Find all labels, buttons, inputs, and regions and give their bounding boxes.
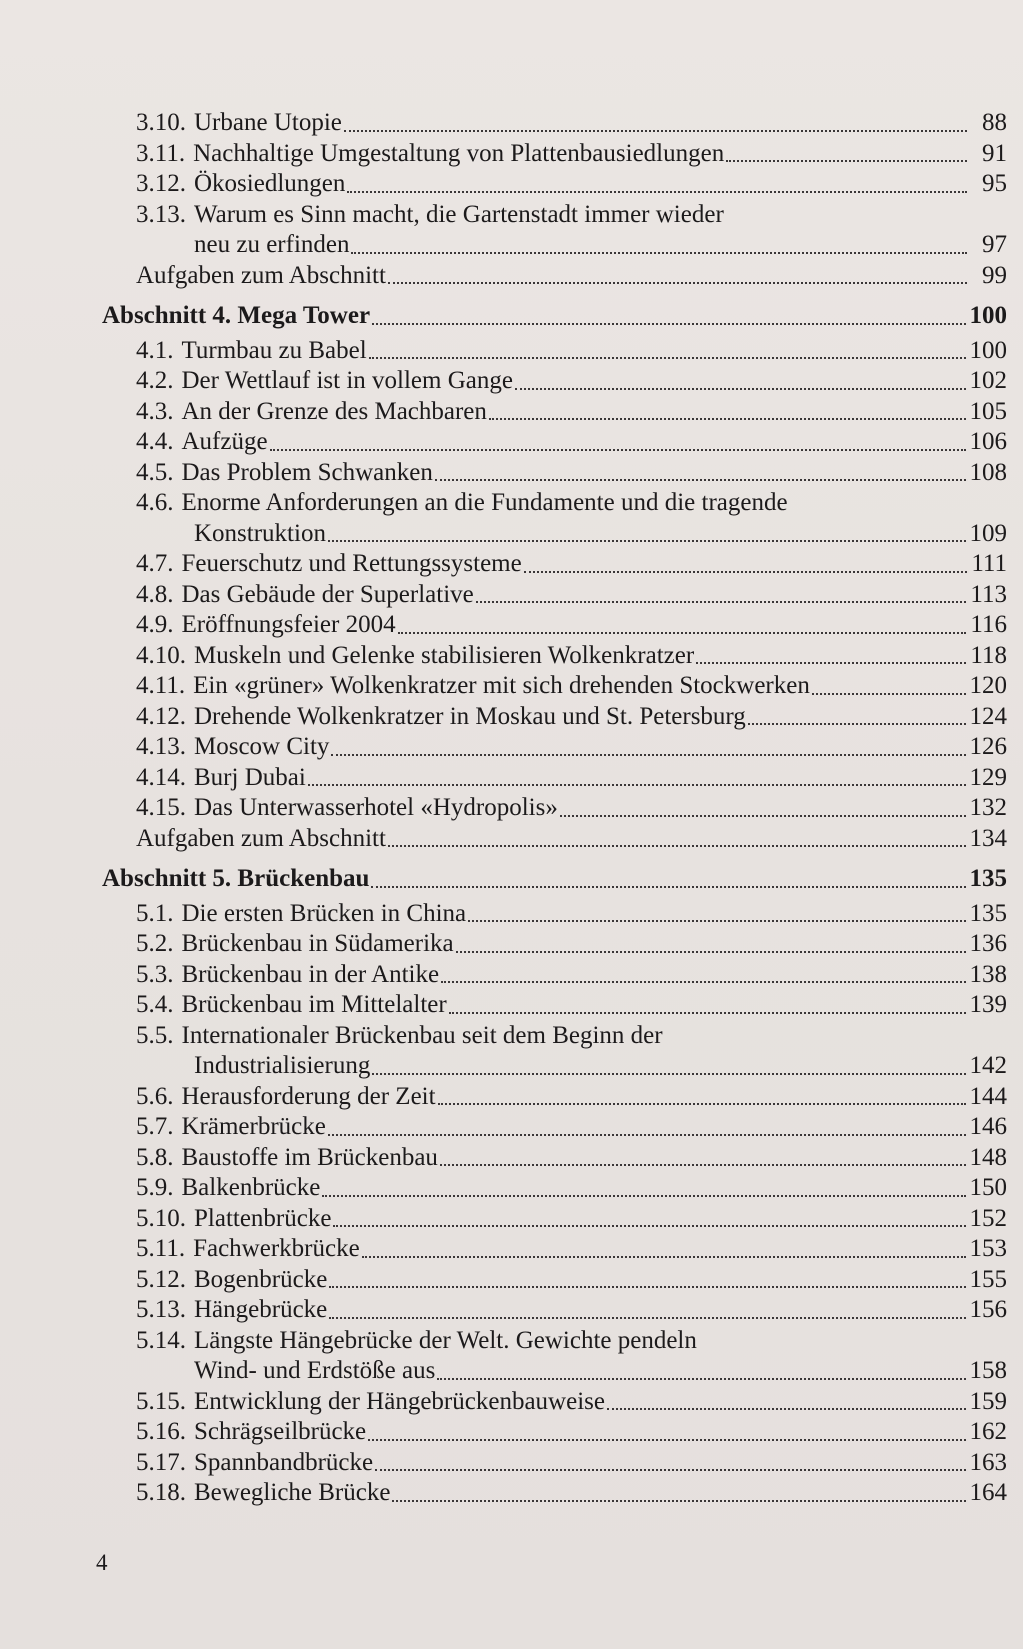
- toc-entry: [102, 169, 1007, 200]
- toc-entry-number: 3.12.: [136, 170, 186, 197]
- toc-entry-title: Abschnitt 5. Brückenbau: [102, 865, 370, 892]
- toc-entry-title: Das Gebäude der Superlative: [181, 580, 474, 608]
- toc-entry-title: Ökosiedlungen: [194, 170, 346, 197]
- toc-page-number: 163: [969, 1448, 1007, 1476]
- toc-line: [136, 1326, 1007, 1357]
- toc-entry-number: 5.7.: [136, 1113, 174, 1140]
- toc-line: [102, 301, 1007, 332]
- toc-entry-title: Aufzüge: [181, 428, 268, 455]
- dot-leader: [331, 754, 965, 756]
- toc-entry: [102, 1234, 1007, 1265]
- toc-entry: [102, 580, 1007, 611]
- toc-entry-number: 4.14.: [136, 763, 186, 791]
- toc-entry-number: 4.12.: [136, 702, 186, 730]
- toc-entry-title: Feuerschutz und Rettungssysteme: [181, 550, 522, 577]
- toc-page-number: 164: [969, 1479, 1007, 1506]
- toc-task-entry: [102, 261, 1007, 292]
- toc-entry-title: Plattenbrücke: [194, 1204, 332, 1232]
- dot-leader: [437, 1378, 965, 1380]
- toc-line: [136, 200, 1007, 231]
- toc-line: [136, 1021, 1007, 1052]
- toc-entry-title: Spannbandbrücke: [194, 1448, 374, 1476]
- toc-page-number: 97: [982, 231, 1007, 258]
- toc-section-heading: [102, 301, 1007, 332]
- toc-entry-number: 4.4.: [136, 428, 174, 455]
- dot-leader: [489, 418, 966, 420]
- toc-line: [136, 230, 1007, 261]
- toc-entry-number: 5.11.: [136, 1235, 186, 1262]
- toc-entry: [102, 641, 1007, 672]
- dot-leader: [322, 1195, 965, 1197]
- toc-entry-number: 5.3.: [136, 960, 174, 988]
- toc-page-number: 108: [969, 458, 1007, 486]
- toc-entry-title: Turmbau zu Babel: [181, 336, 367, 364]
- toc-line: [136, 671, 1007, 702]
- dot-leader: [524, 571, 967, 573]
- toc-entry-title: Schrägseilbrücke: [194, 1418, 367, 1445]
- toc-entry-number: 5.10.: [136, 1204, 186, 1232]
- toc-line: [136, 488, 1007, 519]
- toc-line: [136, 1478, 1007, 1509]
- toc-page-number: 109: [969, 519, 1007, 547]
- dot-leader: [812, 693, 966, 695]
- toc-line: [136, 336, 1007, 367]
- toc-page-number: 95: [982, 170, 1007, 197]
- toc-entry-title: Urbane Utopie: [194, 109, 342, 136]
- toc-entry: [102, 139, 1007, 170]
- toc-line: [136, 1295, 1007, 1326]
- dot-leader: [726, 160, 967, 162]
- toc-entry-number: 4.1.: [136, 336, 174, 364]
- toc-entry-title: Wind- und Erdstöße aus: [194, 1357, 436, 1384]
- toc-entry: [102, 1143, 1007, 1174]
- toc-entry: [102, 1478, 1007, 1509]
- toc-entry-number: 4.3.: [136, 397, 174, 425]
- dot-leader: [607, 1408, 966, 1410]
- dot-leader: [388, 845, 966, 847]
- toc-line: [136, 702, 1007, 733]
- toc-line: [136, 899, 1007, 930]
- toc-entry: [102, 960, 1007, 991]
- toc-entry-title: Der Wettlauf ist in vollem Gange: [181, 367, 513, 394]
- toc-line: [136, 732, 1007, 763]
- toc-entry-title: Fachwerkbrücke: [193, 1235, 360, 1262]
- toc-page-number: 113: [970, 580, 1007, 608]
- toc-entry: [102, 899, 1007, 930]
- toc-line: [136, 1204, 1007, 1235]
- toc-line: [136, 108, 1007, 139]
- toc-entry-title: Abschnitt 4. Mega Tower: [102, 302, 371, 329]
- dot-leader: [476, 601, 967, 603]
- toc-line: [136, 1143, 1007, 1174]
- toc-entry-number: 4.10.: [136, 641, 186, 669]
- toc-page-number: 144: [969, 1082, 1007, 1110]
- dot-leader: [375, 1469, 965, 1471]
- toc-entry-title: Hängebrücke: [194, 1296, 328, 1323]
- toc-entry-title: Moscow City: [194, 733, 330, 760]
- toc-entry-title: Das Unterwasserhotel «Hydropolis»: [194, 794, 558, 821]
- toc-entry-title: Brückenbau im Mittelalter: [181, 991, 447, 1018]
- toc-entry-title: Das Problem Schwanken: [181, 458, 433, 486]
- toc-page-number: 124: [969, 702, 1007, 730]
- toc-page-number: 153: [969, 1235, 1007, 1262]
- toc-entry-title: Baustoffe im Brückenbau: [181, 1143, 438, 1171]
- toc-entry-title: Muskeln und Gelenke stabilisieren Wolkenkratzer: [194, 641, 695, 669]
- toc-entry-number: 5.9.: [136, 1174, 174, 1201]
- toc-page-number: 148: [969, 1143, 1007, 1171]
- dot-leader: [328, 1134, 966, 1136]
- toc-page-number: 120: [969, 672, 1007, 699]
- dot-leader: [371, 886, 965, 888]
- toc-entry-number: 5.12.: [136, 1265, 186, 1293]
- dot-leader: [435, 479, 966, 481]
- dot-leader: [696, 662, 966, 664]
- toc-page-number: 100: [969, 302, 1007, 329]
- toc-page-number: 132: [969, 794, 1007, 821]
- toc-line: [136, 763, 1007, 794]
- toc-entry-title: Konstruktion: [194, 519, 326, 547]
- dot-leader: [270, 449, 966, 451]
- toc-page-number: 135: [969, 899, 1007, 927]
- toc-page-number: 156: [969, 1296, 1007, 1323]
- toc-line: [136, 990, 1007, 1021]
- toc-entry-title: Drehende Wolkenkratzer in Moskau und St. Petersburg: [194, 702, 746, 730]
- toc-entry-number: 5.16.: [136, 1418, 186, 1445]
- toc-page-number: 99: [982, 261, 1007, 289]
- dot-leader: [449, 1012, 966, 1014]
- toc-entry: [102, 610, 1007, 641]
- toc-entry: [102, 671, 1007, 702]
- toc-entry: [102, 1082, 1007, 1113]
- toc-entry-title: An der Grenze des Machbaren: [181, 397, 487, 425]
- toc-entry-title: neu zu erfinden: [194, 231, 350, 258]
- dot-leader: [308, 784, 966, 786]
- toc-entry: [102, 1448, 1007, 1479]
- page-number: 4: [96, 1550, 108, 1575]
- toc-line: [136, 519, 1007, 550]
- toc-entry: [102, 336, 1007, 367]
- toc-line: [136, 427, 1007, 458]
- toc-entry: [102, 366, 1007, 397]
- dot-leader: [440, 1164, 966, 1166]
- toc-line: [136, 824, 1007, 855]
- toc-entry-title: Bewegliche Brücke: [194, 1479, 391, 1506]
- toc-page-number: 88: [982, 109, 1007, 136]
- toc-line: [136, 366, 1007, 397]
- toc-entry-title: Burj Dubai: [194, 763, 306, 791]
- toc-entry: [102, 488, 1007, 549]
- dot-leader: [369, 357, 966, 359]
- toc-entry-title: Enorme Anforderungen an die Fundamente und die tragende: [181, 489, 788, 516]
- toc-entry: [102, 732, 1007, 763]
- toc-page-number: 129: [969, 763, 1007, 791]
- toc-entry-title: Internationaler Brückenbau seit dem Beginn der: [181, 1021, 663, 1049]
- toc-entry-title: Brückenbau in der Antike: [181, 960, 440, 988]
- toc-entry-number: 5.5.: [136, 1021, 174, 1049]
- toc-entry-title: Aufgaben zum Abschnitt: [136, 824, 386, 852]
- toc-entry-number: 5.8.: [136, 1143, 174, 1171]
- toc-entry: [102, 549, 1007, 580]
- toc-entry-number: 4.15.: [136, 794, 186, 821]
- toc-line: [136, 929, 1007, 960]
- toc-page-number: 139: [969, 991, 1007, 1018]
- toc-line: [136, 580, 1007, 611]
- toc-entry-title: Industrialisierung: [194, 1052, 371, 1079]
- dot-leader: [560, 815, 966, 817]
- dot-leader: [329, 1286, 965, 1288]
- dot-leader: [333, 1225, 965, 1227]
- toc-entry-title: Entwicklung der Hängebrückenbauweise: [194, 1387, 605, 1415]
- toc-entry-number: 5.6.: [136, 1082, 174, 1110]
- dot-leader: [468, 920, 965, 922]
- toc-entry-number: 4.13.: [136, 733, 186, 760]
- toc-page-number: 138: [969, 960, 1007, 988]
- toc-entry: [102, 427, 1007, 458]
- dot-leader: [372, 323, 965, 325]
- toc-entry-title: Aufgaben zum Abschnitt: [136, 261, 386, 289]
- toc-entry-title: Bogenbrücke: [194, 1265, 328, 1293]
- toc-page-number: 146: [969, 1113, 1007, 1140]
- toc-line: [136, 1387, 1007, 1418]
- toc-page-number: 159: [969, 1387, 1007, 1415]
- toc-entry-title: Brückenbau in Südamerika: [181, 930, 454, 957]
- toc-entry-title: Längste Hängebrücke der Welt. Gewichte pendeln: [194, 1326, 697, 1354]
- toc-line: [136, 1417, 1007, 1448]
- toc-page-number: 105: [969, 397, 1007, 425]
- toc-entry: [102, 1326, 1007, 1387]
- toc-entry: [102, 763, 1007, 794]
- toc-entry: [102, 458, 1007, 489]
- toc-line: [136, 458, 1007, 489]
- toc-entry: [102, 200, 1007, 261]
- toc-entry-number: 5.4.: [136, 991, 174, 1018]
- toc-line: [136, 261, 1007, 292]
- toc-entry: [102, 1173, 1007, 1204]
- toc-line: [136, 139, 1007, 170]
- toc-entry-number: 5.13.: [136, 1296, 186, 1323]
- dot-leader: [441, 981, 965, 983]
- toc-line: [136, 960, 1007, 991]
- toc-line: [136, 1448, 1007, 1479]
- dot-leader: [347, 191, 967, 193]
- toc-entry-number: 3.11.: [136, 139, 186, 167]
- toc-page-number: 106: [969, 428, 1007, 455]
- toc-entry-title: Eröffnungsfeier 2004: [181, 611, 396, 638]
- dot-leader: [388, 282, 967, 284]
- dot-leader: [344, 130, 967, 132]
- toc-line: [136, 1356, 1007, 1387]
- toc-entry-number: 3.13.: [136, 200, 186, 228]
- toc-page-number: 155: [969, 1265, 1007, 1293]
- dot-leader: [438, 1103, 966, 1105]
- toc-line: [136, 169, 1007, 200]
- toc-entry-number: 5.2.: [136, 930, 174, 957]
- toc-page-number: 142: [969, 1052, 1007, 1079]
- toc-line: [136, 793, 1007, 824]
- toc-entry-number: 4.6.: [136, 489, 174, 516]
- toc-entry: [102, 1387, 1007, 1418]
- toc-section-heading: [102, 864, 1007, 895]
- toc-line: [102, 864, 1007, 895]
- toc-entry: [102, 1295, 1007, 1326]
- toc-line: [136, 1082, 1007, 1113]
- toc-page-number: 126: [969, 733, 1007, 760]
- toc-entry-title: Krämerbrücke: [181, 1113, 326, 1140]
- toc-entry-number: 4.7.: [136, 550, 174, 577]
- dot-leader: [362, 1256, 966, 1258]
- toc-entry: [102, 1417, 1007, 1448]
- toc-line: [136, 1112, 1007, 1143]
- toc-entry-number: 4.11.: [136, 672, 186, 699]
- toc-entry-title: Die ersten Brücken in China: [181, 899, 467, 927]
- toc-entry-number: 5.15.: [136, 1387, 186, 1415]
- toc-line: [136, 549, 1007, 580]
- toc-page-number: 158: [969, 1357, 1007, 1384]
- toc-entry-number: 5.14.: [136, 1326, 186, 1354]
- dot-leader: [515, 388, 966, 390]
- toc-entry-title: Nachhaltige Umgestaltung von Plattenbausiedlungen: [193, 139, 725, 167]
- dot-leader: [748, 723, 966, 725]
- toc-page-number: 118: [970, 641, 1007, 669]
- dot-leader: [392, 1500, 965, 1502]
- toc-page-number: 162: [969, 1418, 1007, 1445]
- toc-task-entry: [102, 824, 1007, 855]
- toc-entry: [102, 1112, 1007, 1143]
- toc-entry-title: Warum es Sinn macht, die Gartenstadt immer wieder: [194, 200, 724, 228]
- toc-page-number: 100: [969, 336, 1007, 364]
- toc-entry-number: 5.17.: [136, 1448, 186, 1476]
- toc-entry-number: 5.1.: [136, 899, 174, 927]
- toc-line: [136, 1173, 1007, 1204]
- toc-entry-number: 4.2.: [136, 367, 174, 394]
- dot-leader: [328, 540, 966, 542]
- toc-entry-title: Balkenbrücke: [181, 1174, 321, 1201]
- toc-page-number: 150: [969, 1174, 1007, 1201]
- dot-leader: [368, 1439, 965, 1441]
- toc-page-number: 102: [969, 367, 1007, 394]
- toc-entry: [102, 1265, 1007, 1296]
- toc-line: [136, 1234, 1007, 1265]
- toc-entry: [102, 1204, 1007, 1235]
- toc-entry-title: Ein «grüner» Wolkenkratzer mit sich drehenden Stockwerken: [193, 672, 810, 699]
- toc-entry: [102, 793, 1007, 824]
- dot-leader: [372, 1073, 965, 1075]
- toc-page-number: 116: [970, 611, 1007, 638]
- dot-leader: [456, 951, 966, 953]
- dot-leader: [398, 632, 967, 634]
- dot-leader: [329, 1317, 965, 1319]
- toc-entry: [102, 1021, 1007, 1082]
- toc-page-number: 135: [969, 865, 1007, 892]
- toc-line: [136, 610, 1007, 641]
- toc-page-number: 134: [969, 824, 1007, 852]
- toc-entry: [102, 929, 1007, 960]
- toc-page-number: 111: [971, 550, 1007, 577]
- toc-line: [136, 641, 1007, 672]
- table-of-contents: [102, 108, 1007, 1509]
- dot-leader: [351, 252, 967, 254]
- toc-entry: [102, 990, 1007, 1021]
- toc-page-number: 136: [969, 930, 1007, 957]
- toc-entry: [102, 702, 1007, 733]
- toc-entry-number: 4.8.: [136, 580, 174, 608]
- toc-entry-number: 4.5.: [136, 458, 174, 486]
- toc-entry-number: 5.18.: [136, 1479, 186, 1506]
- toc-entry: [102, 397, 1007, 428]
- toc-entry-title: Herausforderung der Zeit: [181, 1082, 436, 1110]
- toc-entry-number: 3.10.: [136, 109, 186, 136]
- toc-line: [136, 1051, 1007, 1082]
- toc-line: [136, 397, 1007, 428]
- toc-line: [136, 1265, 1007, 1296]
- toc-page-number: 152: [969, 1204, 1007, 1232]
- toc-entry-number: 4.9.: [136, 611, 174, 638]
- toc-page-number: 91: [982, 139, 1007, 167]
- toc-entry: [102, 108, 1007, 139]
